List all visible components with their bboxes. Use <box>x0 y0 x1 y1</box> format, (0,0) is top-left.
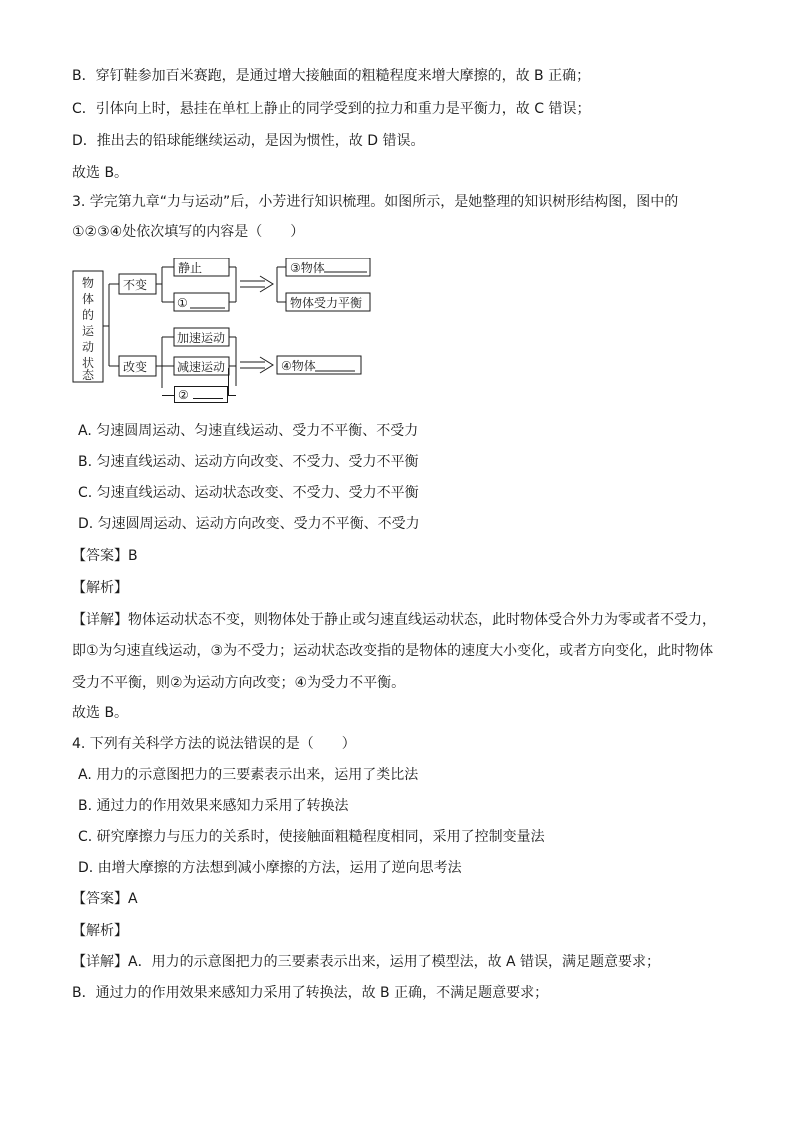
q3-answer <box>72 546 138 566</box>
q3-stem-line1: 3. 学完第九章“力与运动”后，小芳进行知识梳理。如图所示，是她整理的知识树形结构图，图中的 <box>72 194 679 210</box>
prev-answer-line-d: D．推出去的铅球能继续运动，是因为惯性，故 D 错误。 <box>72 133 425 149</box>
answer-value: B <box>128 548 138 564</box>
q3-detail-line3: 受力不平衡，则②为运动方向改变；④为受力不平衡。 <box>72 675 406 691</box>
q3-conclusion: 故选 B。 <box>72 705 129 721</box>
answer-label: 【答案】 <box>72 548 128 564</box>
q3-option-c: C. 匀速直线运动、运动状态改变、不受力、受力不平衡 <box>78 485 419 501</box>
prev-answer-conclusion: 故选 B。 <box>72 165 129 181</box>
q4-stem: 4. 下列有关科学方法的说法错误的是（ ） <box>72 736 356 752</box>
decel-label: 减速运动 <box>177 360 226 374</box>
detail-text: 物体运动状态不变，则物体处于静止或匀速直线运动状态，此时物体受合外力为零或者不受力， <box>128 612 716 628</box>
answer-value: A <box>128 891 138 907</box>
q4-detail-line2: B．通过力的作用效果来感知力采用了转换法，故 B 正确，不满足题意要求； <box>72 985 549 1001</box>
blank2-box <box>174 386 228 403</box>
answer-label: 【答案】 <box>72 891 128 907</box>
q3-knowledge-tree-diagram <box>72 258 392 388</box>
root-char: 的 <box>81 308 95 322</box>
static-label: 静止 <box>178 261 203 275</box>
detail-label: 【详解】 <box>72 612 128 628</box>
accel-label: 加速运动 <box>177 331 226 345</box>
q3-option-d: D. 匀速圆周运动、运动方向改变、受力不平衡、不受力 <box>78 516 420 532</box>
prev-answer-line-b: B．穿钉鞋参加百米赛跑，是通过增大接触面的粗糙程度来增大摩擦的，故 B 正确； <box>72 68 591 84</box>
root-char: 运 <box>81 324 95 338</box>
q4-detail-line1 <box>72 952 660 972</box>
blank1-label: ① <box>177 296 188 310</box>
root-char: 体 <box>81 292 95 306</box>
q4-option-c: C. 研究摩擦力与压力的关系时，使接触面粗糙程度相同，采用了控制变量法 <box>78 829 545 845</box>
q3-detail-line1 <box>72 610 716 630</box>
changed-label: 改变 <box>123 360 148 374</box>
q3-stem-line2: ①②③④处依次填写的内容是（ ） <box>72 224 305 240</box>
result4-label: ④物体 <box>281 359 316 373</box>
unchanged-label: 不变 <box>123 278 148 292</box>
q3-analysis-label: 【解析】 <box>72 580 128 596</box>
root-char: 动 <box>81 340 95 354</box>
result-balance-label: 物体受力平衡 <box>290 296 363 310</box>
root-label <box>82 275 95 382</box>
detail-text: A．用力的示意图把力的三要素表示出来，运用了模型法，故 A 错误，满足题意要求； <box>128 954 661 970</box>
root-char: 物 <box>81 276 95 290</box>
root-char: 状 <box>81 356 95 370</box>
q3-detail-line2: 即①为匀速直线运动，③为不受力；运动状态改变指的是物体的速度大小变化，或者方向变化，此时物体 <box>72 643 714 659</box>
q4-option-d: D. 由增大摩擦的方法想到减小摩擦的方法，运用了逆向思考法 <box>78 860 462 876</box>
q4-option-a: A. 用力的示意图把力的三要素表示出来，运用了类比法 <box>78 767 419 783</box>
q4-analysis-label: 【解析】 <box>72 923 128 939</box>
q3-option-a: A. 匀速圆周运动、匀速直线运动、受力不平衡、不受力 <box>78 423 419 439</box>
q4-option-b: B. 通过力的作用效果来感知力采用了转换法 <box>78 798 349 814</box>
root-char: 态 <box>81 368 95 382</box>
detail-label: 【详解】 <box>72 954 128 970</box>
prev-answer-line-c: C．引体向上时，悬挂在单杠上静止的同学受到的拉力和重力是平衡力，故 C 错误； <box>72 101 591 117</box>
q3-option-b: B. 匀速直线运动、运动方向改变、不受力、受力不平衡 <box>78 454 419 470</box>
q4-answer <box>72 889 138 909</box>
result3-label: ③物体 <box>290 261 325 275</box>
blank2-label: ② <box>178 388 189 402</box>
